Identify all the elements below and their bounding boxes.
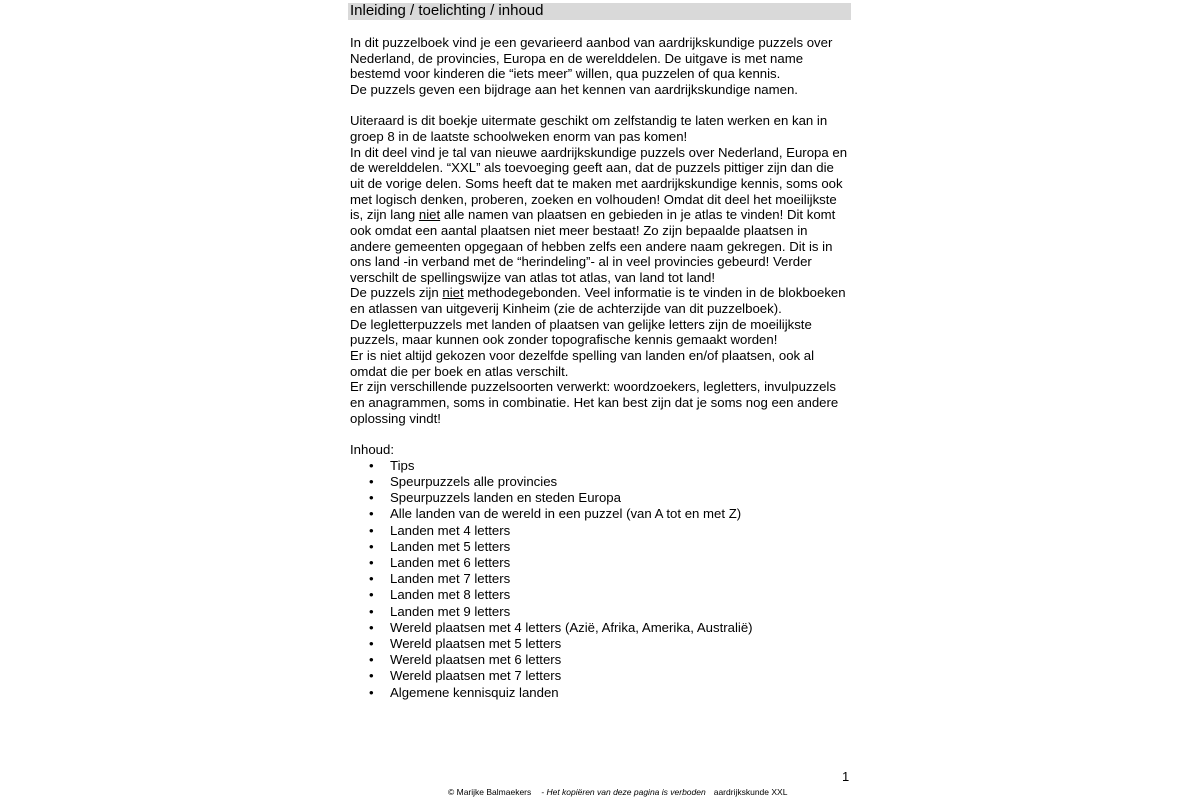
text-line: en atlassen van uitgeverij Kinheim (zie de achterzijde van dit puzzelboek). bbox=[350, 301, 782, 317]
text-line: In dit puzzelboek vind je een gevarieerd aanbod van aardrijkskundige puzzels over bbox=[350, 35, 833, 50]
page-number: 1 bbox=[842, 769, 850, 784]
text-line: De puzzels geven een bijdrage aan het kennen van aardrijkskundige namen. bbox=[350, 81, 798, 97]
text-line: De legletterpuzzels met landen of plaatsen van gelijke letters zijn de moeilijkste bbox=[350, 316, 812, 332]
list-item-label: Landen met 5 letters bbox=[390, 538, 511, 554]
paragraph-spacer bbox=[350, 98, 855, 114]
text-line: ook omdat een aantal plaatsen niet meer bestaat! Zo zijn bepaalde plaatsen in bbox=[350, 222, 808, 238]
underlined-word: niet bbox=[442, 285, 464, 301]
list-item bbox=[350, 685, 855, 701]
bullet-icon: • bbox=[369, 473, 374, 489]
text-line: bestemd voor kinderen die “iets meer” willen, qua puzzelen of qua kennis. bbox=[350, 66, 781, 82]
bullet-icon: • bbox=[369, 506, 374, 522]
list-item-label: Tips bbox=[390, 457, 415, 473]
text-line: Nederland, de provincies, Europa en de werelddelen. De uitgave is met name bbox=[350, 50, 804, 66]
body-text bbox=[350, 35, 855, 701]
list-item-label: Landen met 6 letters bbox=[390, 554, 511, 570]
underlined-word: niet bbox=[418, 207, 441, 223]
list-item-label: Speurpuzzels alle provincies bbox=[390, 473, 558, 489]
text-line bbox=[350, 285, 855, 301]
contents-heading: Inhoud: bbox=[350, 442, 394, 458]
copy-notice: - Het kopiëren van deze pagina is verboden bbox=[541, 787, 706, 797]
bullet-icon: • bbox=[369, 522, 374, 538]
list-item bbox=[350, 571, 855, 587]
text-line: Uiteraard is dit boekje uitermate geschikt om zelfstandig te laten werken en kan in bbox=[350, 113, 828, 129]
list-item bbox=[350, 652, 855, 668]
list-item bbox=[350, 490, 855, 506]
list-item-label: Wereld plaatsen met 5 letters bbox=[390, 635, 562, 651]
list-item bbox=[350, 523, 855, 539]
page-footer bbox=[448, 786, 787, 798]
bullet-icon: • bbox=[369, 684, 374, 700]
text-line: verschilt de spellingswijze van atlas tot atlas, van land tot land! bbox=[350, 269, 716, 285]
bullet-icon: • bbox=[369, 538, 374, 554]
text-line: andere gemeenten opgegaan of hebben zelfs een andere naam gekregen. Dit is in bbox=[350, 238, 833, 254]
bullet-icon: • bbox=[369, 457, 374, 473]
list-item-label: Alle landen van de wereld in een puzzel (van A tot en met Z) bbox=[390, 506, 742, 522]
text-line: omdat die per boek en atlas verschilt. bbox=[350, 363, 569, 379]
text-segment: is, zijn lang bbox=[350, 207, 419, 223]
list-item bbox=[350, 668, 855, 684]
list-item bbox=[350, 636, 855, 652]
footer-subject: aardrijkskunde XXL bbox=[713, 787, 788, 797]
text-segment: alle namen van plaatsen en gebieden in je atlas te vinden! Dit komt bbox=[440, 207, 836, 223]
text-line: de werelddelen. “XXL” als toevoeging geeft aan, dat de puzzels pittiger zijn dan die bbox=[350, 160, 834, 176]
list-item-label: Wereld plaatsen met 7 letters bbox=[390, 668, 562, 684]
text-segment: De puzzels zijn bbox=[350, 285, 443, 301]
text-line: groep 8 in de laatste schoolweken enorm van pas komen! bbox=[350, 128, 688, 144]
bullet-icon: • bbox=[369, 668, 374, 684]
copyright-text: © Marijke Balmaekers bbox=[448, 787, 532, 797]
intro-paragraph-1 bbox=[350, 35, 855, 98]
list-item-label: Wereld plaatsen met 4 letters (Azië, Afrika, Amerika, Australië) bbox=[390, 619, 753, 635]
bullet-icon: • bbox=[369, 554, 374, 570]
list-item-label: Landen met 8 letters bbox=[390, 587, 511, 603]
list-item bbox=[350, 604, 855, 620]
bullet-icon: • bbox=[369, 635, 374, 651]
text-line: en anagrammen, soms in combinatie. Het kan best zijn dat je soms nog een andere bbox=[350, 395, 839, 411]
text-segment: methodegebonden. Veel informatie is te vinden in de blokboeken bbox=[463, 285, 846, 301]
list-item bbox=[350, 555, 855, 571]
list-item-label: Landen met 7 letters bbox=[390, 571, 511, 587]
bullet-icon: • bbox=[369, 571, 374, 587]
list-item bbox=[350, 539, 855, 555]
text-line: Er zijn verschillende puzzelsoorten verwerkt: woordzoekers, legletters, invulpuzzels bbox=[350, 379, 836, 395]
text-line: met logisch denken, proberen, zoeken en volhouden! Omdat dit deel het moeilijkste bbox=[350, 191, 837, 207]
list-item-label: Landen met 9 letters bbox=[390, 603, 511, 619]
text-line: oplossing vindt! bbox=[350, 410, 441, 426]
text-line: ons land -in verband met de “herindeling”- al in veel provincies gebeurd! Verder bbox=[350, 254, 812, 270]
bullet-icon: • bbox=[369, 652, 374, 668]
contents-list bbox=[350, 458, 855, 701]
list-item-label: Algemene kennisquiz landen bbox=[390, 684, 559, 700]
list-item bbox=[350, 620, 855, 636]
page-title: Inleiding / toelichting / inhoud bbox=[350, 2, 544, 19]
text-line: In dit deel vind je tal van nieuwe aardrijkskundige puzzels over Nederland, Europa en bbox=[350, 144, 848, 160]
text-line: uit de vorige delen. Soms heeft dat te maken met aardrijkskundige kennis, soms ook bbox=[350, 175, 843, 191]
list-item bbox=[350, 506, 855, 522]
paragraph-spacer bbox=[350, 426, 855, 442]
list-item bbox=[350, 587, 855, 603]
list-item bbox=[350, 458, 855, 474]
text-line: puzzels, maar kunnen ook zonder topografische kennis gemaakt worden! bbox=[350, 332, 778, 348]
intro-paragraph-2 bbox=[350, 113, 855, 426]
bullet-icon: • bbox=[369, 603, 374, 619]
text-line: Er is niet altijd gekozen voor dezelfde spelling van landen en/of plaatsen, ook al bbox=[350, 348, 815, 364]
bullet-icon: • bbox=[369, 490, 374, 506]
text-line bbox=[350, 207, 855, 223]
bullet-icon: • bbox=[369, 619, 374, 635]
list-item-label: Landen met 4 letters bbox=[390, 522, 511, 538]
bullet-icon: • bbox=[369, 587, 374, 603]
list-item-label: Wereld plaatsen met 6 letters bbox=[390, 652, 562, 668]
list-item-label: Speurpuzzels landen en steden Europa bbox=[390, 490, 621, 506]
list-item bbox=[350, 474, 855, 490]
